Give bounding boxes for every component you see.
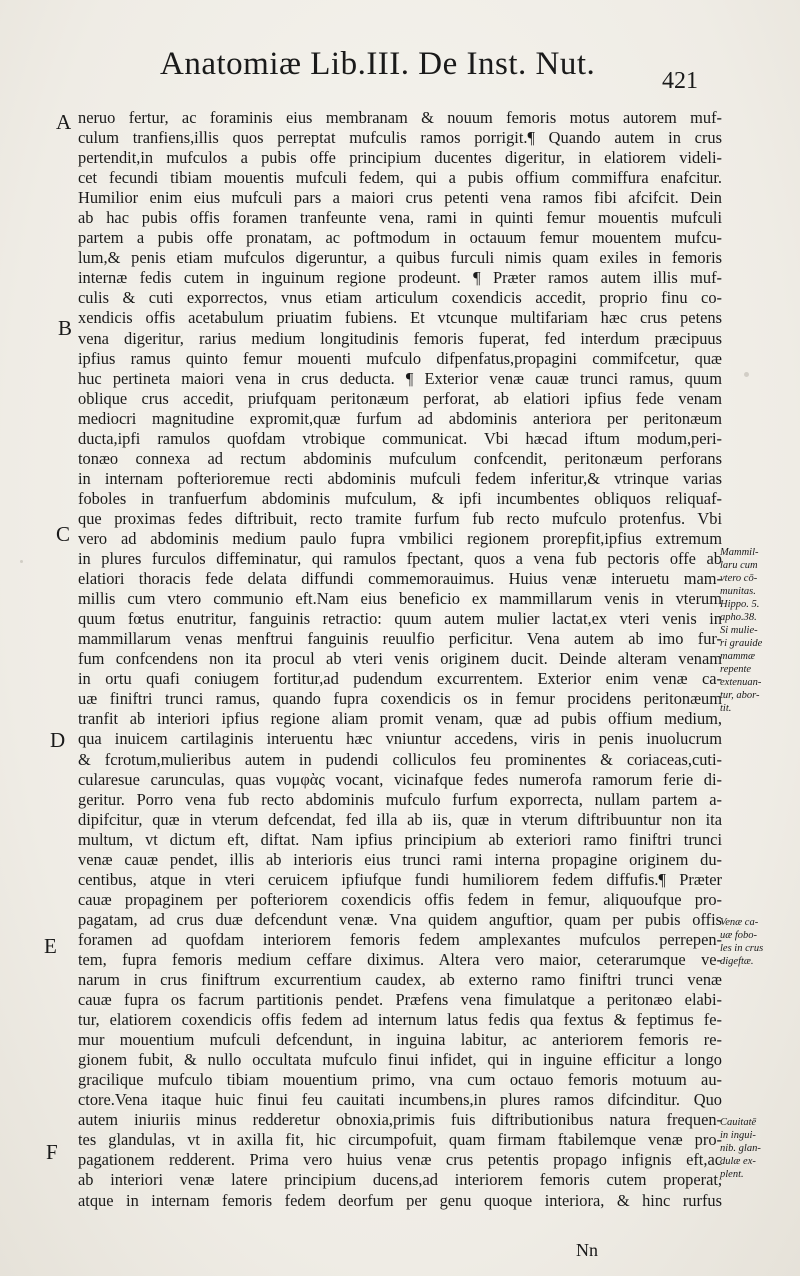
text-line: elatiori thoracis fede delata diffundi commemorauimus. Huius venæ interuetu mam- xyxy=(78,569,722,589)
text-line: neruo fertur, ac foraminis eius membranam & nouum femoris motus autorem muf- xyxy=(78,108,722,127)
marginal-note-line: in ingui- xyxy=(720,1130,756,1141)
marginal-note-line: vtero cō- xyxy=(720,573,758,584)
text-line: uæ finiftri trunci ramus, quando fupra coxendicis os in femur procidens peritonæum xyxy=(78,689,722,709)
margin-letter-c: C xyxy=(56,522,71,546)
marginal-note-line: repente xyxy=(720,664,752,675)
text-line: mammillarum venas menftrui fanguinis reuulfio perficitur. Vena autem ab imo fur- xyxy=(78,629,722,649)
text-line: vena digeritur, rarius medium longitudinis femoris fuperat, fed interdum præcipuus xyxy=(78,328,722,348)
text-line: pertendit,in mufculos a pubis offe principium ducentes digeritur, in elatiorem videli- xyxy=(78,148,722,168)
text-line: gionem fubit, & nullo occultata mufculo finui infidet, qui in inguine efficitur a longo xyxy=(78,1050,722,1070)
text-line: internæ fedis cutem in inguinum regione prodeunt. ¶ Præter ramos autem illis muf- xyxy=(78,268,722,288)
text-line: xendicis offis acetabulum priuatim fubiens. Et vtcunque multifariam hæc crus petens xyxy=(78,308,722,328)
marginal-note-venae-cavae xyxy=(720,916,800,968)
marginal-note-mammillarum xyxy=(720,546,800,715)
marginal-note-line: les in crus xyxy=(720,943,764,954)
text-line: mur mouentium mufculi defcendunt, in inguina labitur, ac anteriorem femoris re- xyxy=(78,1030,722,1050)
margin-letter-e: E xyxy=(44,934,57,958)
text-line: Humilior enim eius mufculi pars a maiori crus petenti vena ramos fibi afcifcit. Dein xyxy=(78,188,722,208)
text-line: fum confcendens non ita procul ab vteri venis originem ducit. Deinde alteram venam xyxy=(78,649,722,669)
text-line: tur, elatiorem coxendicis offis fedem ad internum latus fedis qua fextus & feptimus fe- xyxy=(78,1010,722,1030)
text-line: narum in crus finiftrum excurrentium caudex, ab externo ramo finiftri trunci venæ xyxy=(78,970,722,990)
text-line: cularesue carunculas, quas νυμφὰς vocant, vicinafque fedes numerofa ramorum ferie di- xyxy=(78,769,722,789)
marginal-note-cavitatem xyxy=(720,1116,800,1181)
text-line: millis cum vtero communio eft.Nam eius beneficio ex mammillarum venis in vterum xyxy=(78,589,722,609)
marginal-note-line: extenuan- xyxy=(720,677,762,688)
text-line: ab hac pubis offis foramen tranfeunte vena, rami in quinti femur mouentis mufculi xyxy=(78,208,722,228)
text-line: tem, fupra femoris medium ceffare diximus. Altera vero maior, ceterarumque ve- xyxy=(78,949,722,969)
text-line: quum fœtus enutritur, fanguinis retractio: quum autem mulier lactat,ex vteri venis in xyxy=(78,609,722,629)
text-line: ab interiori venæ latere principium ducens,ad interiorem femoris cutem properat, xyxy=(78,1170,722,1190)
text-line: centibus, atque in vteri ceruicem ipfiufque fundi humiliorem fedem diffufis.¶ Præter xyxy=(78,869,722,889)
marginal-note-line: Si mulie- xyxy=(720,625,758,636)
signature-mark: Nn xyxy=(576,1240,598,1260)
text-line: multum, vt dictum eft, diftat. Nam ipfius principium ab exteriori ramo finiftri trunci xyxy=(78,829,722,849)
text-line: foboles in tranfuerfum abdominis mufculum, & ipfi incumbentes obliquos reliquaf- xyxy=(78,488,722,508)
text-line: oblique crus accedit, priufquam peritonæum perforat, ab elatiori ipfius fede venam xyxy=(78,388,722,408)
text-line: cauæ fupra os facrum partitionis pendet. Præfens vena fimulatque a peritonæo elabi- xyxy=(78,990,722,1010)
running-title: Anatomiæ Lib.III. De Inst. Nut. xyxy=(160,46,596,82)
marginal-note-line: apho.38. xyxy=(720,612,757,623)
marginal-note-line: Hippo. 5. xyxy=(720,599,760,610)
margin-letter-b: B xyxy=(58,316,73,340)
marginal-note-line: dulæ ex- xyxy=(720,1156,756,1167)
text-line: mediocri magnitudine expromit,quæ furfum ad abdominis anteriora per peritonæum xyxy=(78,408,722,428)
text-line: culum tranfiens,illis quos perreptat mufculis ramos porrigit.¶ Quando autem in crus xyxy=(78,128,722,148)
text-line: lum,& penis etiam mufculos digeruntur, a quibus furculi nimis quam exiles in femoris xyxy=(78,248,722,268)
marginal-note-line: nib. glan- xyxy=(720,1143,761,1154)
text-line: geritur. Porro vena fub recto abdominis mufculo furfum exporrecta, nullam partem a- xyxy=(78,789,722,809)
ink-speck xyxy=(744,372,749,377)
text-line: pagationem redderent. Prima vero huius venæ crus petentis propago infignis eft,ac xyxy=(78,1150,722,1170)
text-line: autem iniuriis minus redderetur obnoxia,primis fuis diftributionibus natura frequen- xyxy=(78,1110,722,1130)
text-line: tes glandulas, vt in axilla fit, hic circumpofuit, quam firmam ftabilemque venæ pro- xyxy=(78,1130,722,1150)
text-line: ducta,ipfi ramulos quofdam vtrobique communicat. Vbi hæcad iftum modum,peri- xyxy=(78,428,722,448)
marginal-note-line: plent. xyxy=(720,1169,744,1180)
marginal-note-line: ri grauide xyxy=(720,638,763,649)
text-line: partem a pubis offe pronatam, ac poftmodum in octauum femur mouentem mufcu- xyxy=(78,228,722,248)
marginal-note-line: Mammil- xyxy=(720,547,759,558)
text-line: venæ cauæ pendet, illis ab interioris eius trunci rami interna propagine originem du- xyxy=(78,849,722,869)
text-line: cauæ propaginem per pofteriorem coxendicis offis fedem in femur, aliquoufque pro- xyxy=(78,889,722,909)
page-number: 421 xyxy=(662,68,698,94)
text-line: vero ad abdominis medium paulo fupra vmbilici regionem prorepfit,ipfius extremum xyxy=(78,528,722,548)
text-line: atque in internam femoris fedem deorfum per genu quoque interiora, & hinc rurfus xyxy=(78,1190,722,1210)
text-line: ipfius ramus quinto femur mouenti mufculo difpenfatus,propagini commifcetur, quæ xyxy=(78,348,722,368)
text-line: dipifcitur, quæ in vterum defcendat, fed illa ab iis, quæ in vterum diftribuuntur non ita xyxy=(78,809,722,829)
marginal-note-line: laru cum xyxy=(720,560,758,571)
marginal-note-line: mammæ xyxy=(720,651,756,662)
text-line: huc pertineta maiori vena in crus deducta. ¶ Exterior venæ cauæ trunci ramus, quum xyxy=(78,368,722,388)
text-line: in plures furculos diffeminatur, qui ramulos fpectant, quos a vena fub pectoris offe ab xyxy=(78,549,722,569)
marginal-note-line: digeftæ. xyxy=(720,956,754,967)
text-line: foramen ad quofdam interiorem femoris fedem amplexantes mufculos perrepen- xyxy=(78,929,722,949)
marginal-note-line: tit. xyxy=(720,703,732,714)
margin-letter-a: A xyxy=(56,110,72,134)
marginal-note-line: uæ fobo- xyxy=(720,930,758,941)
text-line: tranfit ab interiori ipfius regione aliam promit venam, quæ ad pubis offium medium, xyxy=(78,709,722,729)
margin-letter-f: F xyxy=(46,1140,58,1164)
marginal-note-line: Venæ ca- xyxy=(720,917,759,928)
text-line: in ortu quafi coniugem fortitur,ad pudendum excurrentem. Exterior enim venæ ca- xyxy=(78,669,722,689)
text-line: qua inuicem cartilaginis interuentu hæc vniuntur accedens, viris in penis inuolucrum xyxy=(78,729,722,749)
text-line: cet fecundi tibiam mouentis mufculi fedem, qui a pubis offium commiffura enafcitur. xyxy=(78,168,722,188)
margin-letter-d: D xyxy=(50,728,66,752)
marginal-note-line: munitas. xyxy=(720,586,756,597)
text-line: & fcrotum,mulieribus autem in pudendi colliculos feu prominentes & coriaceas,cuti- xyxy=(78,749,722,769)
marginal-note-line: Cauitatē xyxy=(720,1117,757,1128)
text-line: in internam pofterioremue recti abdominis mufculi fedem inferitur,& vtrinque varias xyxy=(78,468,722,488)
ink-speck xyxy=(20,560,23,563)
text-line: tonæo connexa ad rectum abdominis mufculum confcendit, peritonæum perforans xyxy=(78,448,722,468)
marginal-note-line: tur, abor- xyxy=(720,690,760,701)
text-line: ctore.Vena itaque huic finui feu cauitati incumbens,in plures ramos difcinditur. Quo xyxy=(78,1090,722,1110)
text-line: gracilique mufculo tibiam mouentium primo, vna cum octauo femoris motuum au- xyxy=(78,1070,722,1090)
text-line: pagatam, ad crus duæ defcendunt venæ. Vna quidem anguftior, quam per pubis offis xyxy=(78,909,722,929)
text-line: que proximas fedes diftribuit, recto tramite furfum fub recto mufculo protenfus. Vbi xyxy=(78,508,722,528)
body-text xyxy=(78,108,722,1211)
text-line: culis & cuti exporrectos, vnus etiam articulum coxendicis accedit, proprio finu co- xyxy=(78,288,722,308)
